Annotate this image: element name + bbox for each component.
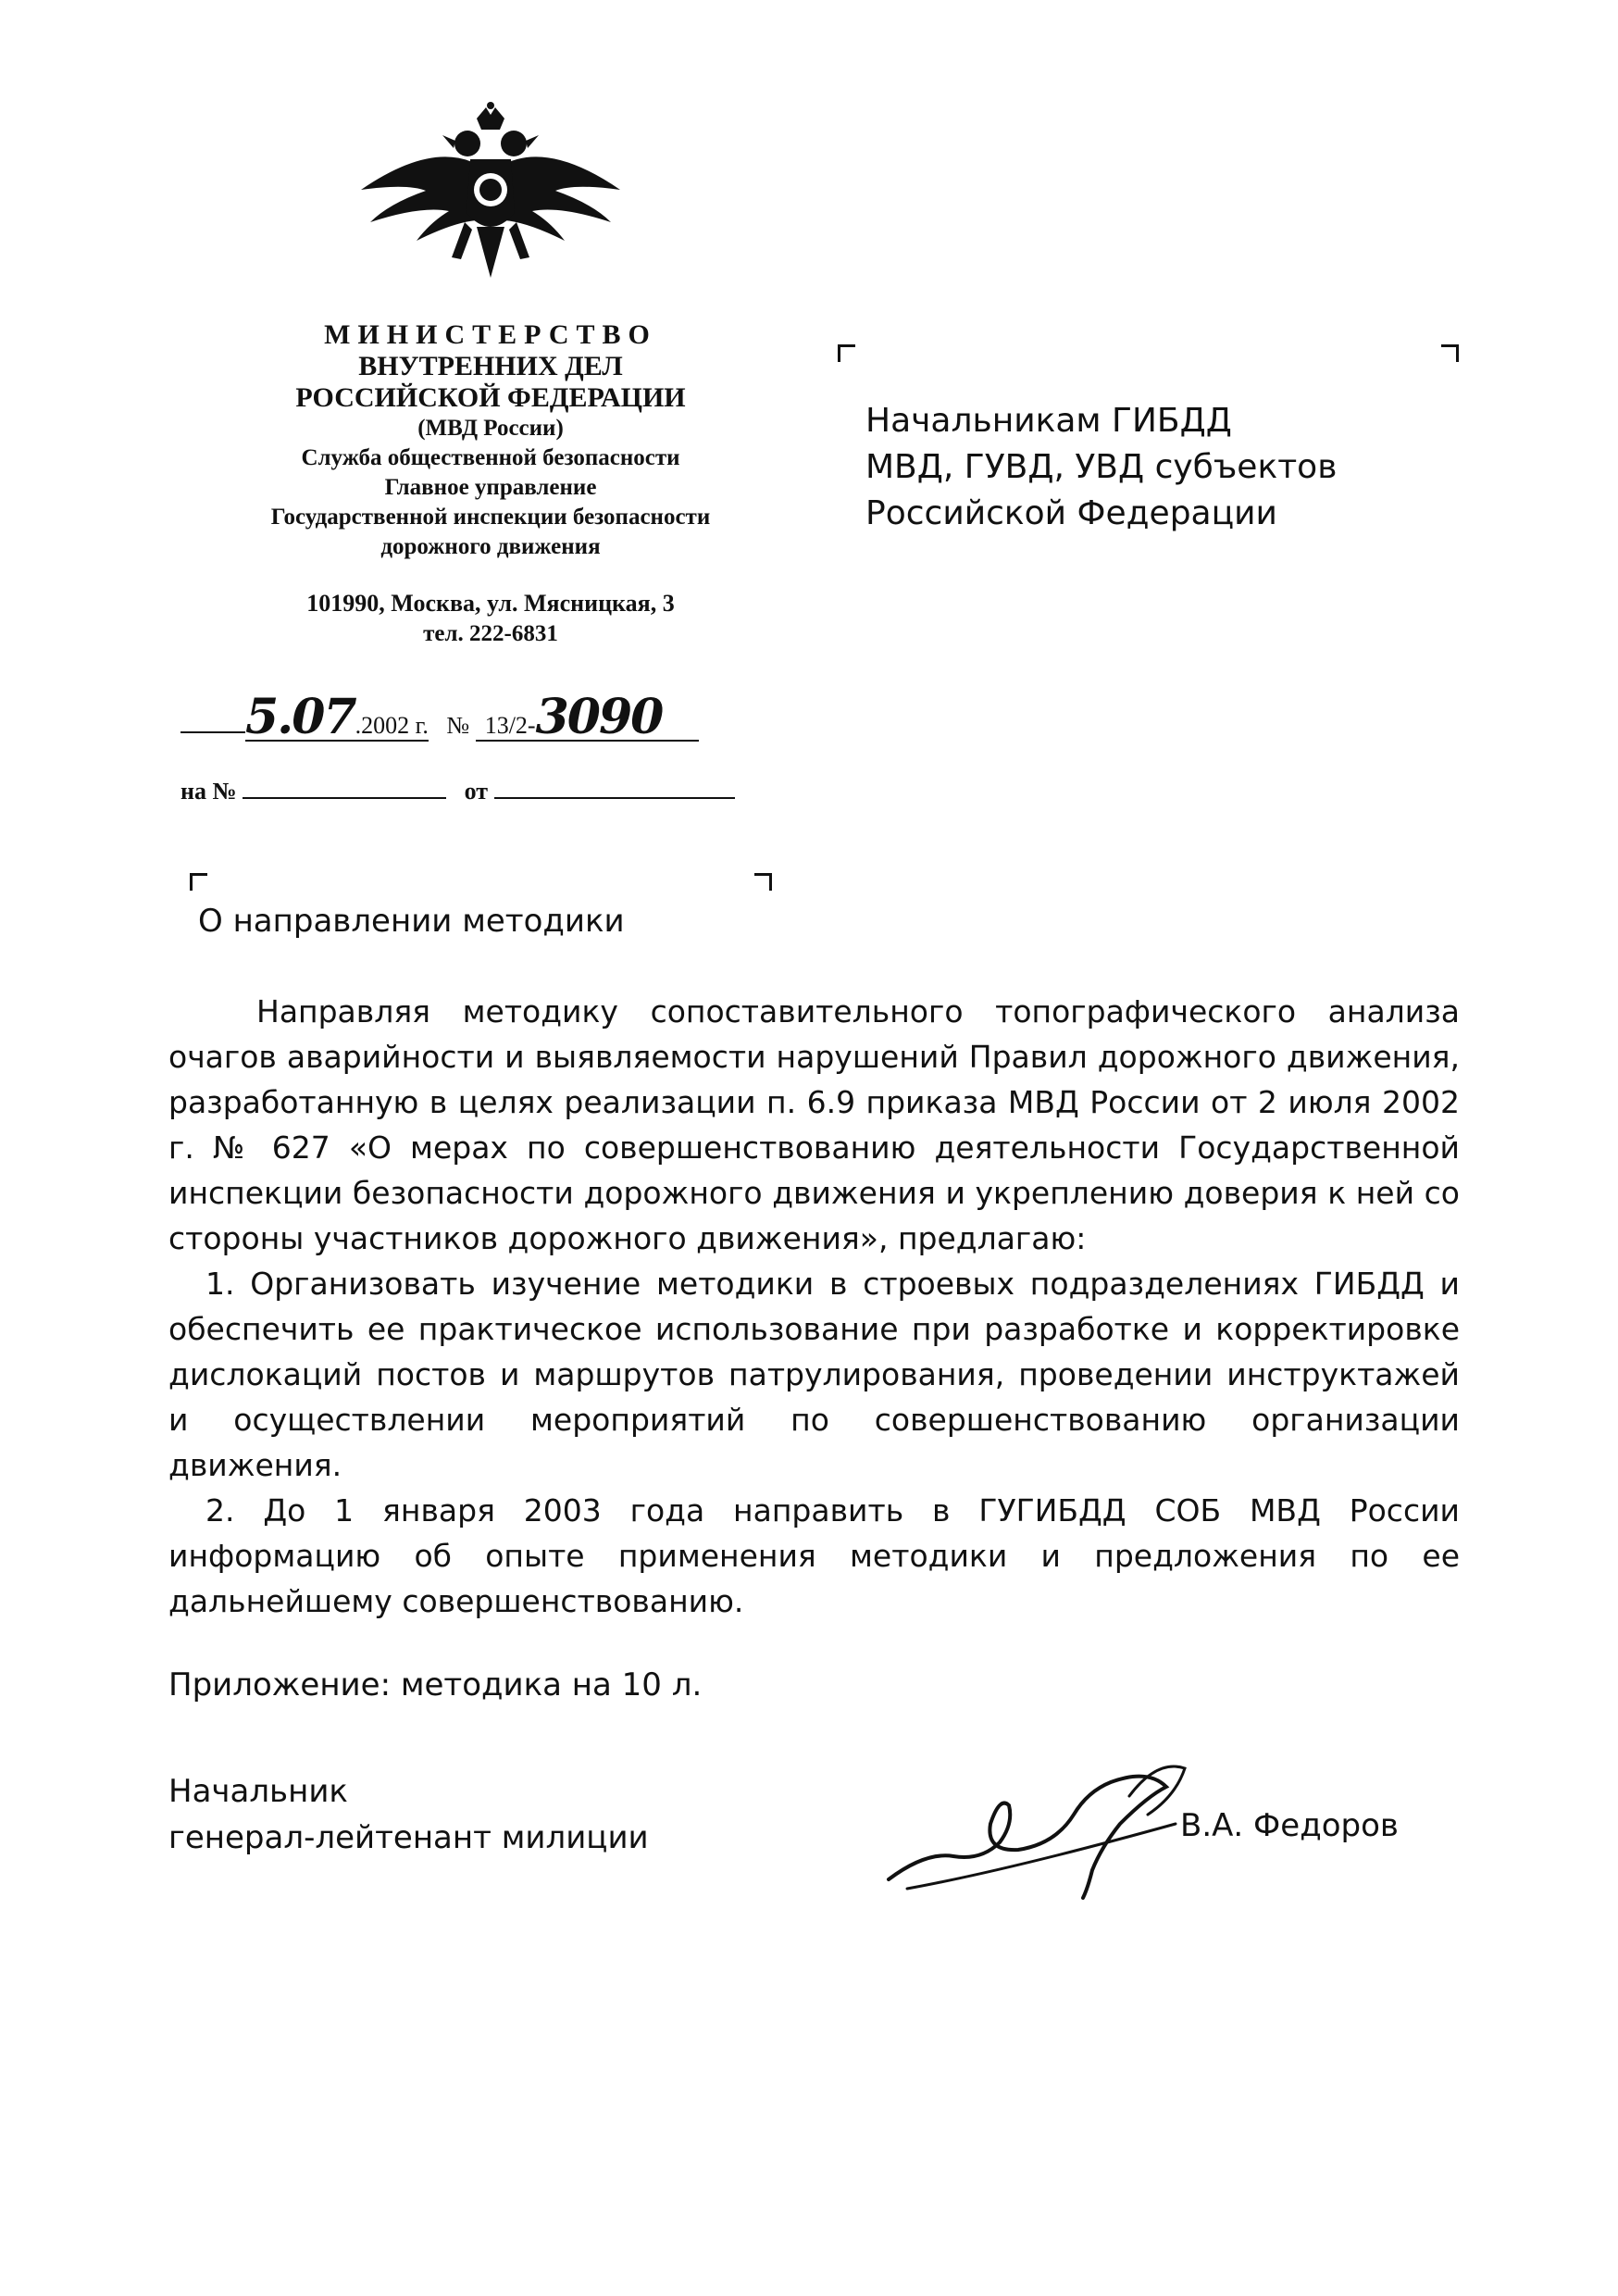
signatory-title	[168, 1768, 649, 1861]
signatory-name: В.А. Федоров	[1180, 1807, 1399, 1844]
handwritten-number: 3090	[535, 689, 663, 745]
addressee-line3: Российской Федерации	[865, 494, 1277, 532]
letter-body	[168, 989, 1460, 1624]
addressee-line1: Начальникам ГИБДД	[865, 402, 1232, 440]
ministry-title: МИНИСТЕРСТВО	[324, 319, 657, 350]
addressee-line2: МВД, ГУВД, УВД субъектов	[865, 448, 1338, 486]
inspection-name: Государственной инспекции безопасности	[270, 505, 711, 530]
date-field	[245, 689, 429, 745]
reply-from-label: от	[464, 778, 489, 805]
addressee-block	[865, 398, 1337, 537]
department-name: Главное управление	[384, 475, 597, 500]
addressee-corner-right	[1441, 344, 1459, 362]
number-label: №	[446, 712, 470, 739]
reply-number-blank	[243, 797, 446, 799]
attachment-note: Приложение: методика на 10 л.	[168, 1666, 703, 1703]
addressee-corner-left	[838, 344, 855, 362]
reply-number-label: на №	[180, 778, 237, 805]
mvd-emblem	[0, 102, 981, 287]
date-rule-lead	[180, 731, 245, 733]
registration-date-number	[180, 689, 773, 745]
number-prefix: 13/2-	[484, 712, 536, 739]
reply-from-blank	[494, 797, 735, 799]
body-intro-paragraph: Направляя методику сопоставительного топографического анализа очагов аварийности и выявляемости нарушений Правил дорожного движения, разработанную в целях реализации п. 6.9 приказа МВД России от 2 июля 2002 г. № 627 «О мерах по совершенствованию деятельности Государственной инспекции безопасности дорожного движения и укреплению доверия к ней со стороны участников дорожного движения», предлагаю:	[168, 993, 1460, 1256]
letter-subject: О направлении методики	[198, 903, 625, 940]
body-item-1: 1. Организовать изучение методики в строевых подразделениях ГИБДД и обеспечить ее практическое использование при разработке и корректировке дислокаций постов и маршрутов патрулирования, проведении инструктажей и осуществлении мероприятий по совершенствованию организации движения.	[168, 1266, 1460, 1483]
ministry-title-line3: РОССИЙСКОЙ ФЕДЕРАЦИИ	[295, 382, 686, 413]
printed-year: .2002 г.	[355, 712, 429, 739]
service-name: Служба общественной безопасности	[301, 445, 680, 470]
double-headed-eagle-emblem-icon	[352, 102, 629, 287]
subject-corner-right	[754, 873, 772, 891]
inspection-name-line2: дорожного движения	[380, 534, 601, 559]
number-field	[476, 689, 700, 745]
handwritten-date: 5.07	[245, 689, 355, 745]
ministry-phone: тел. 222-6831	[423, 621, 558, 646]
signatory-title-line1: Начальник	[168, 1773, 348, 1810]
ministry-address: 101990, Москва, ул. Мясницкая, 3	[306, 590, 675, 617]
registration-reply	[180, 778, 773, 805]
ministry-title-line2: ВНУТРЕННИХ ДЕЛ	[358, 351, 623, 381]
subject-corner-left	[190, 873, 207, 891]
body-item-2: 2. До 1 января 2003 года направить в ГУГИБДД СОБ МВД России информацию об опыте применения методики и предложения по ее дальнейшему совершенствованию.	[168, 1492, 1460, 1619]
signatory-title-line2: генерал-лейтенант милиции	[168, 1819, 649, 1856]
ministry-abbreviation: (МВД России)	[417, 416, 564, 441]
letterhead	[167, 319, 815, 649]
